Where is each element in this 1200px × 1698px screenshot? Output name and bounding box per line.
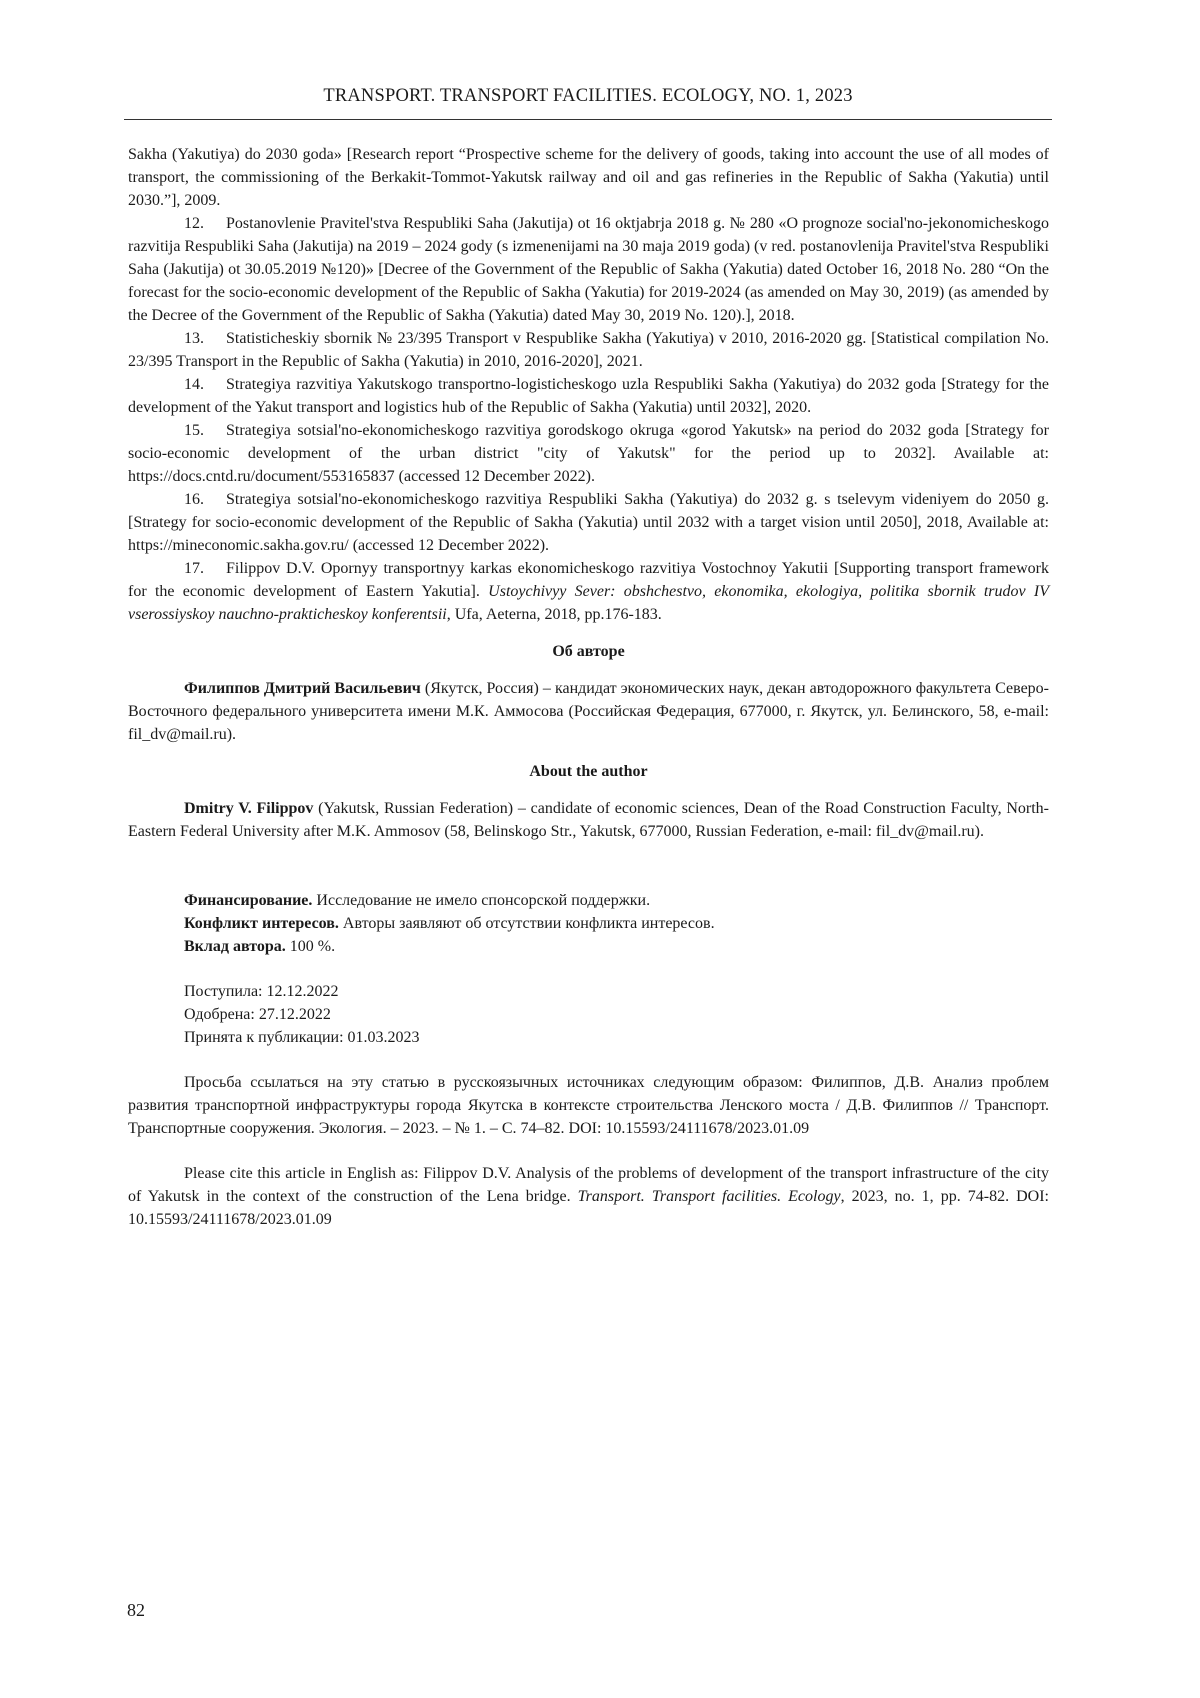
section-title-about-ru: Об авторе — [552, 643, 625, 660]
contribution-text: 100 %. — [285, 938, 336, 955]
reference-number: 16. — [184, 491, 204, 508]
conflict-text: Авторы заявляют об отсутствии конфликта интересов. — [338, 915, 715, 932]
received-date: Поступила: 12.12.2022 — [184, 983, 339, 1000]
reference-text: Filippov D.V. Opornyy transportnyy karkas ekonomicheskogo razvitiya Vostochnoy Yakutii [Supporting transport framework for the economic development of Eastern Yakutia]. — [128, 560, 1049, 600]
reference-item — [128, 212, 1049, 327]
citation-en-journal: Transport. Transport facilities. Ecology — [577, 1188, 841, 1205]
accepted-date: Принята к публикации: 01.03.2023 — [184, 1029, 420, 1046]
reference-continuation: Sakha (Yakutiya) do 2030 goda» [Research report “Prospective scheme for the delivery of goods, taking into account the use of all modes of transport, the commissioning of the Berkakit-Tommot-Yakutsk railway and oil and gas refineries in the Republic of Sakha (Yakutia) until 2030.”], 2009. — [128, 146, 1049, 209]
header-rule — [124, 119, 1052, 120]
conflict-line — [184, 912, 1049, 935]
citation-ru: Просьба ссылаться на эту статью в русскоязычных источниках следующим образом: Филиппов, Д.В. Анализ проблем развития транспортной инфраструктуры города Якутска в контексте строительства Ленского моста / Д.В. Филиппов // Транспорт. Транспортные сооружения. Экология. – 2023. – № 1. – С. 74–82. DOI: 10.15593/24111678/2023.01.09 — [128, 1074, 1049, 1137]
reference-tail: , Ufa, Aeterna, 2018, pp.176-183. — [446, 606, 662, 623]
author-bio-ru-text: (Якутск, Россия) – кандидат экономических наук, декан автодорожного факультета Северо-Восточного федерального университета имени М.К. Аммосова (Российская Федерация, 677000, г. Якутск, ул. Белинского, 58, e-mail: fil_dv@mail.ru). — [128, 680, 1050, 743]
reference-item — [128, 327, 1049, 373]
contribution-label: Вклад автора. — [184, 938, 286, 955]
contribution-line — [184, 935, 1049, 958]
reference-item — [128, 488, 1049, 557]
reference-text: Strategiya sotsial'no-ekonomicheskogo razvitiya gorodskogo okruga «gorod Yakutsk» na period do 2032 goda [Strategy for socio-economic development of the urban district "city of Yakutsk" for the period up to 2032]. Available at: https://docs.cntd.ru/document/553165837 (accessed 12 December 2022). — [128, 422, 1049, 485]
reference-source-title: Ustoychivyy Sever: obshchestvo, ekonomika, ekologiya, politika sbornik trudov IV vserossiyskoy nauchno-prakticheskoy konferentsii — [128, 583, 1050, 623]
running-header: TRANSPORT. TRANSPORT FACILITIES. ECOLOGY, NO. 1, 2023 — [323, 86, 853, 106]
page-content — [128, 143, 1049, 1231]
declarations-block — [128, 889, 1049, 1049]
reference-item — [128, 419, 1049, 488]
author-name-en: Dmitry V. Filippov — [184, 800, 314, 817]
section-title-about-en: About the author — [529, 763, 648, 780]
citation-en-tail: , 2023, no. 1, pp. 74-82. DOI: 10.15593/24111678/2023.01.09 — [128, 1188, 1049, 1228]
author-bio-ru — [128, 677, 1049, 746]
funding-line — [184, 889, 1049, 912]
citation-en-text: Please cite this article in English as: Filippov D.V. Analysis of the problems of development of the transport infrastructure of the city of Yakutsk in the context of the construction of the Lena bridge. — [128, 1165, 1049, 1205]
funding-text: Исследование не имело спонсорской поддержки. — [312, 892, 651, 909]
funding-label: Финансирование. — [184, 892, 313, 909]
reference-item — [128, 557, 1049, 626]
reference-item — [128, 373, 1049, 419]
citation-en — [128, 1162, 1049, 1231]
page-number: 82 — [127, 1600, 145, 1620]
author-bio-en — [128, 797, 1049, 843]
author-name-ru: Филиппов Дмитрий Васильевич — [184, 680, 421, 697]
reference-text: Statisticheskiy sbornik № 23/395 Transport v Respublike Sakha (Yakutiya) v 2010, 2016-2020 gg. [Statistical compilation No. 23/395 Transport in the Republic of Sakha (Yakutia) in 2010, 2016-2020], 2021. — [128, 330, 1049, 370]
reference-text: Postanovlenie Pravitel'stva Respubliki Saha (Jakutija) ot 16 oktjabrja 2018 g. № 280 «O prognoze social'no-jekonomicheskogo razvitija Respubliki Saha (Jakutija) na 2019 – 2024 gody (s izmenenijami na 30 maja 2019 goda) (v red. postanovlenija Pravitel'stva Respubliki Saha (Jakutija) ot 30.05.2019 №120)» [Decree of the Government of the Republic of Sakha (Yakutia) dated October 16, 2018 No. 280 “On the forecast for the socio-economic development of the Republic of Sakha (Yakutia) for 2019-2024 (as amended on May 30, 2019) (as amended by the Decree of the Government of the Republic of Sakha (Yakutia) dated May 30, 2019 No. 120).], 2018. — [128, 215, 1049, 324]
conflict-label: Конфликт интересов. — [184, 915, 339, 932]
reference-number: 14. — [184, 376, 204, 393]
reference-number: 17. — [184, 560, 204, 577]
author-bio-en-text: (Yakutsk, Russian Federation) – candidate of economic sciences, Dean of the Road Construction Faculty, North-Eastern Federal University after M.K. Ammosov (58, Belinskogo Str., Yakutsk, 677000, Russian Federation, e-mail: fil_dv@mail.ru). — [128, 800, 1050, 840]
reference-text: Strategiya razvitiya Yakutskogo transportno-logisticheskogo uzla Respubliki Sakha (Yakutiya) do 2032 goda [Strategy for the development of the Yakut transport and logistics hub of the Republic of Sakha (Yakutia) until 2032], 2020. — [128, 376, 1049, 416]
reference-text: Strategiya sotsial'no-ekonomicheskogo razvitiya Respubliki Sakha (Yakutiya) do 2032 g. s tselevym videniyem do 2050 g. [Strategy for socio-economic development of the Republic of Sakha (Yakutia) until 2032 with a target vision until 2050], 2018, Available at: https://mineconomic.sakha.gov.ru/ (accessed 12 December 2022). — [128, 491, 1049, 554]
reference-number: 12. — [184, 215, 204, 232]
approved-date: Одобрена: 27.12.2022 — [184, 1006, 331, 1023]
reference-number: 13. — [184, 330, 204, 347]
reference-number: 15. — [184, 422, 204, 439]
